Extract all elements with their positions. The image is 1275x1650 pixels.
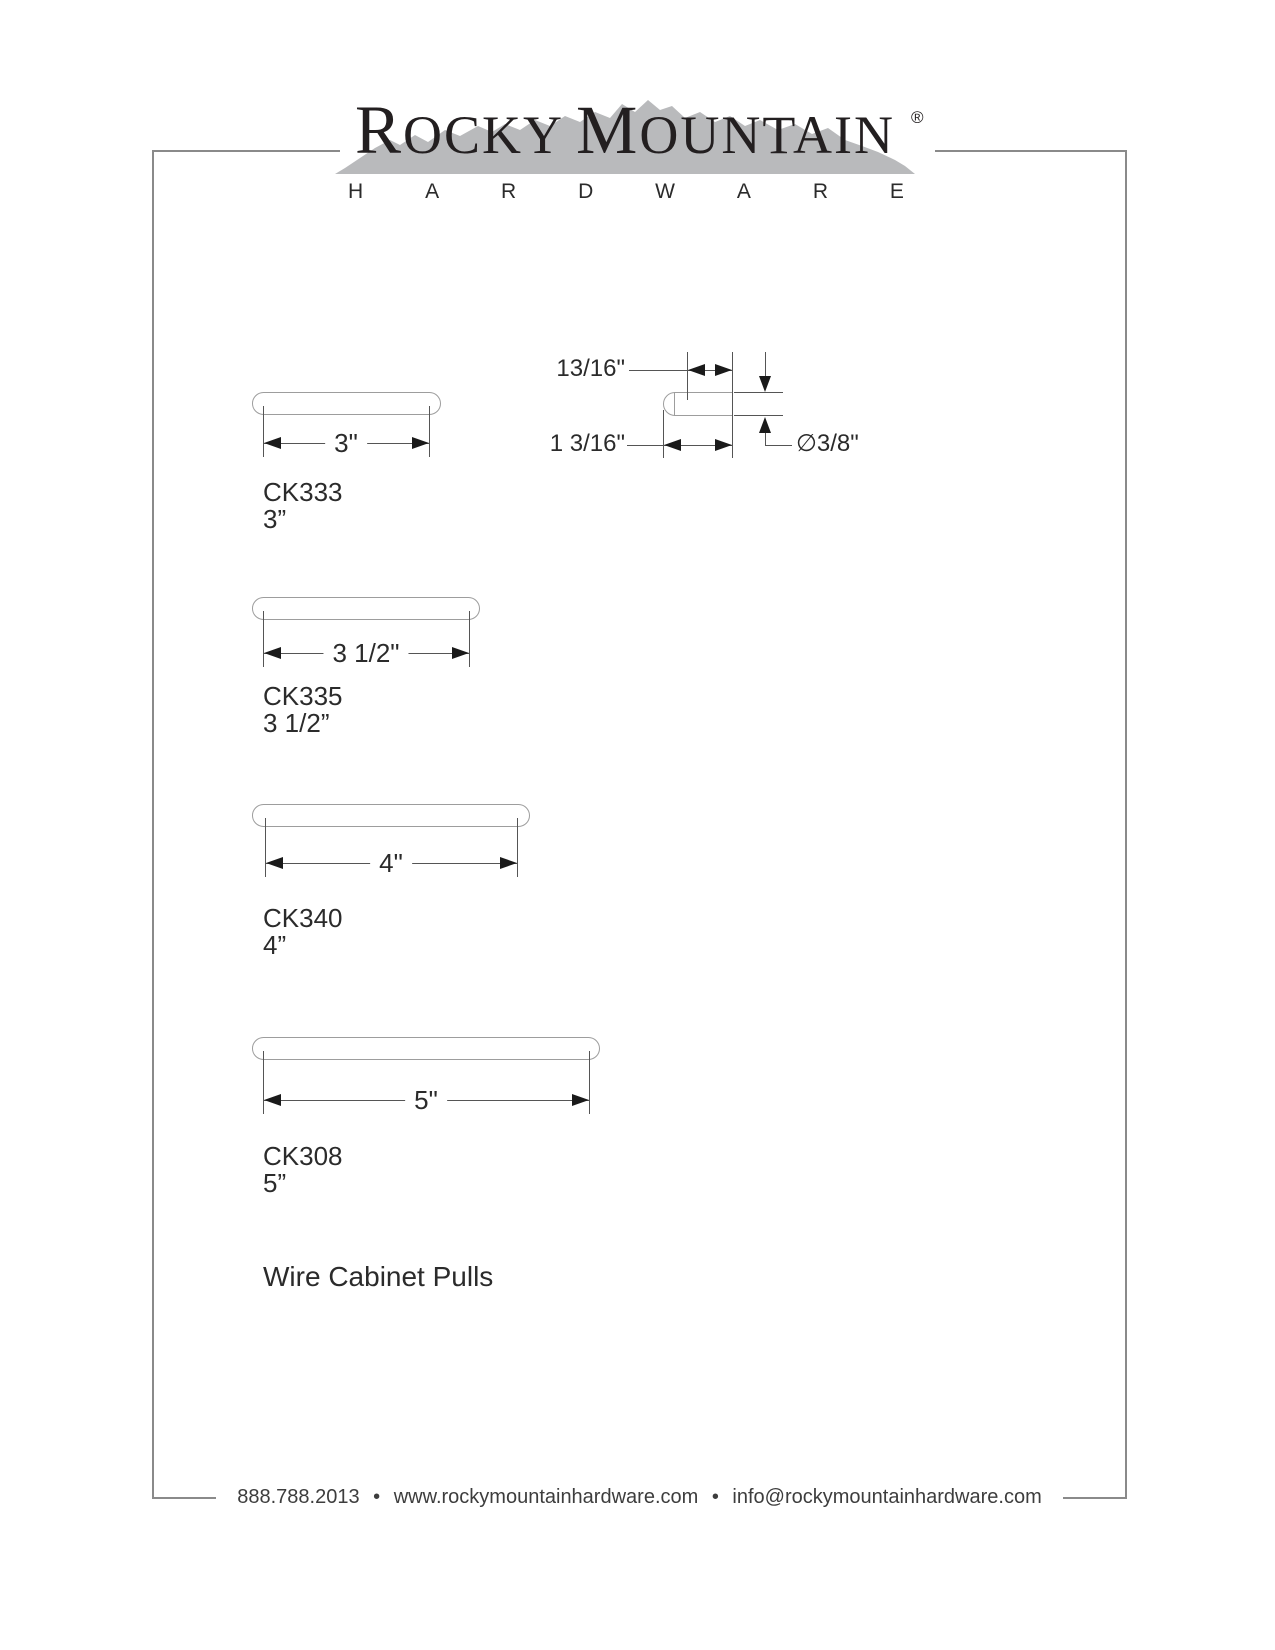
brand-word2-rest: OUNTAIN — [639, 105, 896, 165]
page-title: Wire Cabinet Pulls — [263, 1261, 494, 1292]
pull-top-view — [252, 392, 441, 415]
arrowhead-right — [500, 857, 517, 869]
detail-top-dimension-label: 13/16" — [556, 355, 625, 382]
subtitle-letter: W — [655, 180, 675, 203]
leader-line — [765, 445, 792, 446]
arrowhead-down — [759, 376, 771, 392]
wire-profile-rect — [674, 392, 733, 416]
pull-top-view — [252, 1037, 600, 1060]
frame-top-right-segment — [935, 150, 1127, 152]
footer-email: info@rockymountainhardware.com — [732, 1486, 1042, 1508]
arrowhead-right — [452, 647, 469, 659]
dimension-label: 3" — [325, 430, 367, 456]
product-size: 5” — [263, 1168, 287, 1198]
subtitle-letter: H — [348, 180, 364, 203]
arrowhead-right — [715, 364, 732, 376]
arrowhead-left — [266, 857, 283, 869]
extension-line — [469, 611, 470, 667]
frame-right-border — [1125, 150, 1127, 1499]
product-code: CK340 — [263, 903, 343, 933]
arrowhead-left — [264, 437, 281, 449]
subtitle-letter: A — [425, 180, 440, 203]
footer-separator: • — [373, 1486, 381, 1508]
extension-line — [687, 352, 688, 400]
brand-word1-rest: OCKY — [403, 105, 565, 165]
brand-subtitle-hardware — [348, 180, 904, 204]
detail-diameter-label: ∅3/8" — [796, 430, 859, 457]
subtitle-letter: R — [501, 180, 517, 203]
brand-wordmark — [335, 92, 915, 168]
pull-top-view — [252, 804, 530, 827]
subtitle-letter: R — [812, 180, 828, 203]
arrowhead-left — [264, 1094, 281, 1106]
subtitle-letter: A — [736, 180, 751, 203]
pull-top-view — [252, 597, 480, 620]
frame-left-border — [152, 150, 154, 1499]
product-size: 3 1/2” — [263, 708, 330, 738]
subtitle-letter: E — [889, 180, 904, 203]
arrowhead-right — [572, 1094, 589, 1106]
leader-line — [629, 370, 687, 371]
product-code: CK333 — [263, 477, 343, 507]
extension-line — [429, 406, 430, 457]
subtitle-letter: D — [578, 180, 594, 203]
frame-top-left-segment — [152, 150, 340, 152]
arrowhead-left — [664, 439, 681, 451]
footer-phone: 888.788.2013 — [237, 1486, 360, 1508]
extension-line — [517, 818, 518, 877]
arrowhead-up — [759, 417, 771, 433]
extension-tick — [734, 415, 783, 416]
arrowhead-right — [412, 437, 429, 449]
arrowhead-left — [264, 647, 281, 659]
registered-trademark-symbol: ® — [911, 108, 924, 127]
product-size: 3” — [263, 504, 287, 534]
rocky-mountain-logo — [335, 92, 924, 206]
footer-contact-line — [152, 1486, 1127, 1509]
dimension-line — [765, 352, 766, 378]
dimension-label: 4" — [370, 850, 412, 876]
extension-line — [589, 1051, 590, 1114]
dimension-label: 3 1/2" — [323, 640, 408, 666]
detail-overall-dimension-label: 1 3/16" — [549, 430, 625, 457]
arrowhead-left — [688, 364, 705, 376]
arrowhead-right — [715, 439, 732, 451]
product-code: CK335 — [263, 681, 343, 711]
dimension-label: 5" — [405, 1087, 447, 1113]
footer-separator: • — [711, 1486, 719, 1508]
extension-line — [732, 352, 733, 458]
footer-website: www.rockymountainhardware.com — [393, 1486, 699, 1508]
extension-line — [263, 406, 264, 457]
product-size: 4” — [263, 930, 287, 960]
extension-tick — [734, 392, 783, 393]
brand-word1-initial: R — [354, 92, 403, 168]
brand-word2-initial: M — [576, 92, 640, 168]
leader-line — [627, 445, 663, 446]
product-code: CK308 — [263, 1141, 343, 1171]
